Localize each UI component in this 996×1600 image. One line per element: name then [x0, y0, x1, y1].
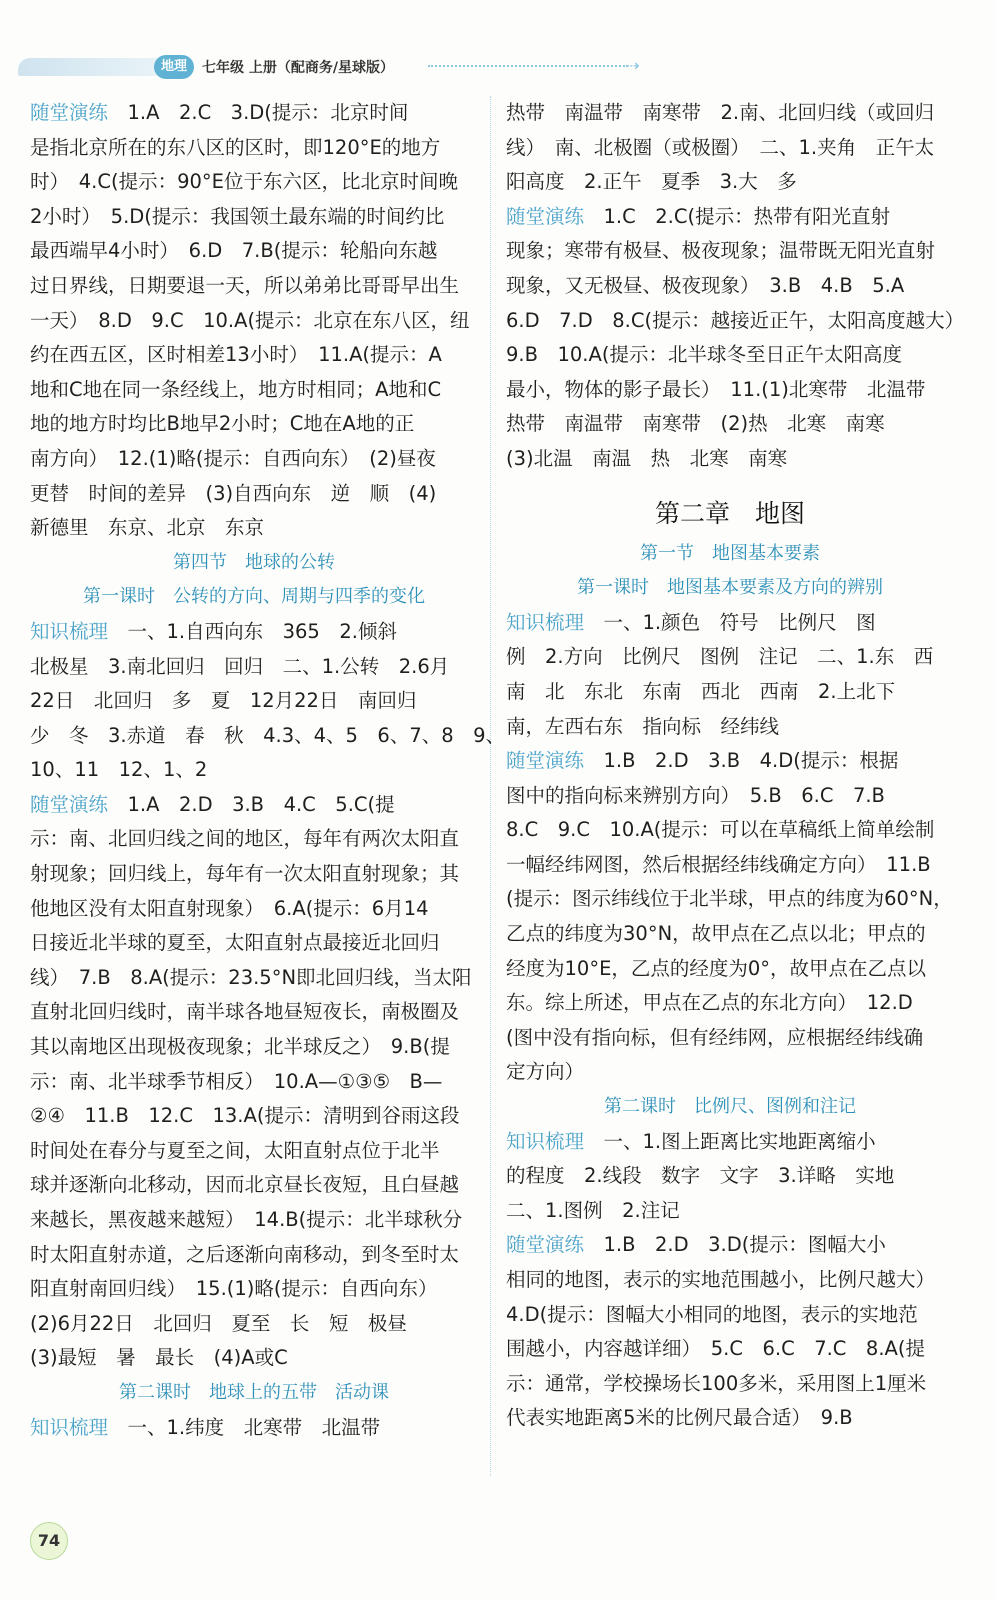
lesson-heading: 第一课时 公转的方向、周期与四季的变化 [83, 586, 425, 608]
right-column [506, 96, 965, 1436]
text-line: 直射北回归线时，南半球各地昼短夜长，南极圈及 [30, 1000, 460, 1024]
text-line: 过日界线，日期要退一天，所以弟弟比哥哥早出生 [30, 273, 460, 297]
column-divider [490, 96, 491, 1476]
text-line: (图中没有指向标，但有经纬网，应根据经纬线确 [506, 1025, 924, 1049]
text-line: 南方向） 12.(1)略(提示：自西向东） (2)昼夜 [30, 446, 436, 470]
section-label: 知识梳理 [506, 1129, 585, 1153]
text-line: 北极星 3.南北回归 回归 二、1.公转 2.6月 [30, 654, 450, 678]
subject-badge: 地理 [154, 55, 194, 79]
text-line: 日接近北半球的夏至，太阳直射点最接近北回归 [30, 931, 440, 955]
text-line: 最小，物体的影子最长） 11.(1)北寒带 北温带 [506, 377, 926, 401]
text-line: 22日 北回归 多 夏 12月22日 南回归 [30, 689, 417, 713]
section-label: 随堂演练 [506, 204, 585, 228]
text-line: 是指北京所在的东八区的区时，即120°E的地方 [30, 135, 441, 159]
text-line: 例 2.方向 比例尺 图例 注记 二、1.东 西 [506, 645, 934, 669]
text-line: (2)6月22日 北回归 夏至 长 短 极昼 [30, 1311, 407, 1335]
lesson-heading: 第一课时 地图基本要素及方向的辨别 [577, 577, 883, 599]
text-line: 代表实地距离5米的比例尺最合适） 9.B [506, 1406, 853, 1430]
text-line: 热带 南温带 南寒带 2.南、北回归线（或回归 [506, 101, 935, 124]
text-line: 一幅经纬网图，然后根据经纬线确定方向） 11.B [506, 852, 931, 876]
text-line: 少 冬 3.赤道 春 秋 4.3、4、5 6、7、8 9、 [30, 723, 506, 747]
text-line: 二、1.图例 2.注记 [506, 1198, 680, 1222]
text-line: 定方向） [506, 1060, 585, 1084]
section-label: 随堂演练 [30, 101, 109, 124]
text-line: 线） 南、北极圈（或极圈） 二、1.夹角 正午太 [506, 135, 935, 159]
text-line: (3)最短 暑 最长 (4)A或C [30, 1346, 288, 1370]
text-line: 线） 7.B 8.A(提示：23.5°N即北回归线，当太阳 [30, 965, 472, 989]
text-line: 示：通常，学校操场长100多米，采用图上1厘米 [506, 1371, 927, 1395]
text-line: 其以南地区出现极夜现象；北半球反之） 9.B(提 [30, 1035, 450, 1059]
text-line: ②④ 11.B 12.C 13.A(提示：清明到谷雨这段 [30, 1104, 460, 1128]
text-line: 时） 4.C(提示：90°E位于东六区，比北京时间晚 [30, 170, 458, 194]
text-line: 乙点的纬度为30°N，故甲点在乙点以北；甲点的 [506, 922, 926, 946]
text-line: (提示：图示纬线位于北半球，甲点的纬度为60°N， [506, 887, 953, 911]
text-line: 现象，又无极昼、极夜现象） 3.B 4.B 5.A [506, 273, 905, 297]
section-label: 随堂演练 [506, 749, 585, 773]
text-line: 热带 南温带 南寒带 (2)热 北寒 南寒 [506, 412, 885, 436]
text-line: 时太阳直射赤道，之后逐渐向南移动，到冬至时太 [30, 1242, 460, 1266]
text-line: 更替 时间的差异 (3)自西向东 逆 顺 (4) [30, 481, 437, 505]
text-line: 知识梳理 一、1.颜色 符号 比例尺 图 [506, 610, 876, 634]
text-line: 6.D 7.D 8.C(提示：越接近正午，太阳高度越大） [506, 308, 965, 332]
text-line: 2小时） 5.D(提示：我国领土最东端的时间约比 [30, 204, 445, 228]
text-line: 相同的地图，表示的实地范围越小，比例尺越大） [506, 1268, 936, 1291]
text-line: 示：南、北回归线之间的地区，每年有两次太阳直 [30, 827, 460, 851]
text-line: 随堂演练 1.A 2.D 3.B 4.C 5.C(提 [30, 792, 395, 816]
text-line: 9.B 10.A(提示：北半球冬至日正午太阳高度 [506, 343, 902, 367]
text-line: 球并逐渐向北移动，因而北京昼长夜短，且白昼越 [30, 1173, 460, 1197]
arrow-icon: ⇢ [626, 56, 640, 75]
text-line: (3)北温 南温 热 北寒 南寒 [506, 446, 788, 470]
text-line: 知识梳理 一、1.图上距离比实地距离缩小 [506, 1129, 876, 1153]
header-decoration [18, 58, 168, 76]
text-line: 新德里 东京、北京 东京 [30, 516, 265, 540]
text-line: 围越小，内容越详细） 5.C 6.C 7.C 8.A(提 [506, 1337, 925, 1361]
text-line: 知识梳理 一、1.自西向东 365 2.倾斜 [30, 619, 397, 643]
text-line: 随堂演练 1.C 2.C(提示：热带有阳光直射 [506, 204, 891, 228]
text-line: 地和C地在同一条经线上，地方时相同；A地和C [30, 377, 442, 401]
page-header [18, 52, 658, 82]
text-line: 10、11 12、1、2 [30, 758, 208, 782]
header-dotted-line [428, 65, 628, 67]
text-line: 一天） 8.D 9.C 10.A(提示：北京在东八区，纽 [30, 308, 470, 332]
text-line: 图中的指向标来辨别方向） 5.B 6.C 7.B [506, 783, 885, 807]
section-label: 随堂演练 [30, 792, 109, 816]
section-label: 知识梳理 [30, 1415, 109, 1439]
text-line: 8.C 9.C 10.A(提示：可以在草稿纸上简单绘制 [506, 818, 935, 842]
text-line: 东。综上所述，甲点在乙点的东北方向） 12.D [506, 991, 913, 1015]
page-number: 74 [30, 1522, 68, 1560]
lesson-heading: 第二课时 比例尺、图例和注记 [604, 1096, 856, 1118]
section-heading: 第四节 地球的公转 [173, 551, 335, 573]
section-label: 知识梳理 [30, 619, 109, 643]
text-line: 射现象；回归线上，每年有一次太阳直射现象；其 [30, 862, 460, 886]
text-line: 随堂演练 1.B 2.D 3.D(提示：图幅大小 [506, 1233, 886, 1257]
text-line: 南，左西右东 指向标 经纬线 [506, 714, 780, 738]
text-line: 经度为10°E，乙点的经度为0°，故甲点在乙点以 [506, 956, 927, 980]
chapter-heading: 第二章 地图 [654, 498, 805, 528]
text-line: 他地区没有太阳直射现象） 6.A(提示：6月14 [30, 896, 429, 920]
text-line: 阳高度 2.正午 夏季 3.大 多 [506, 170, 797, 194]
section-label: 知识梳理 [506, 610, 585, 634]
text-line: 示：南、北半球季节相反） 10.A—①③⑤ B— [30, 1069, 443, 1093]
text-line: 来越长，黑夜越来越短） 14.B(提示：北半球秋分 [30, 1208, 463, 1231]
text-line: 的程度 2.线段 数字 文字 3.详略 实地 [506, 1164, 895, 1188]
text-line: 最西端早4小时） 6.D 7.B(提示：轮船向东越 [30, 239, 438, 263]
lesson-heading: 第二课时 地球上的五带 活动课 [119, 1381, 389, 1403]
text-line: 地的地方时均比B地早2小时；C地在A地的正 [30, 412, 415, 436]
text-line: 知识梳理 一、1.纬度 北寒带 北温带 [30, 1415, 381, 1439]
text-line: 随堂演练 1.B 2.D 3.B 4.D(提示：根据 [506, 749, 899, 773]
section-label: 随堂演练 [506, 1233, 585, 1257]
text-line: 约在西五区，区时相差13小时） 11.A(提示：A [30, 343, 442, 367]
section-heading: 第一节 地图基本要素 [640, 542, 820, 564]
text-line: 随堂演练 1.A 2.C 3.D(提示：北京时间 [30, 101, 409, 124]
text-line: 南 北 东北 东南 西北 西南 2.上北下 [506, 679, 896, 703]
text-line: 现象；寒带有极昼、极夜现象；温带既无阳光直射 [506, 239, 936, 263]
text-line: 4.D(提示：图幅大小相同的地图，表示的实地范 [506, 1302, 918, 1326]
text-line: 阳直射南回归线） 15.(1)略(提示：自西向东） [30, 1277, 438, 1301]
left-column [30, 96, 506, 1445]
book-title: 七年级 上册（配商务/星球版） [202, 60, 394, 76]
text-line: 时间处在春分与夏至之间，太阳直射点位于北半 [30, 1138, 440, 1162]
